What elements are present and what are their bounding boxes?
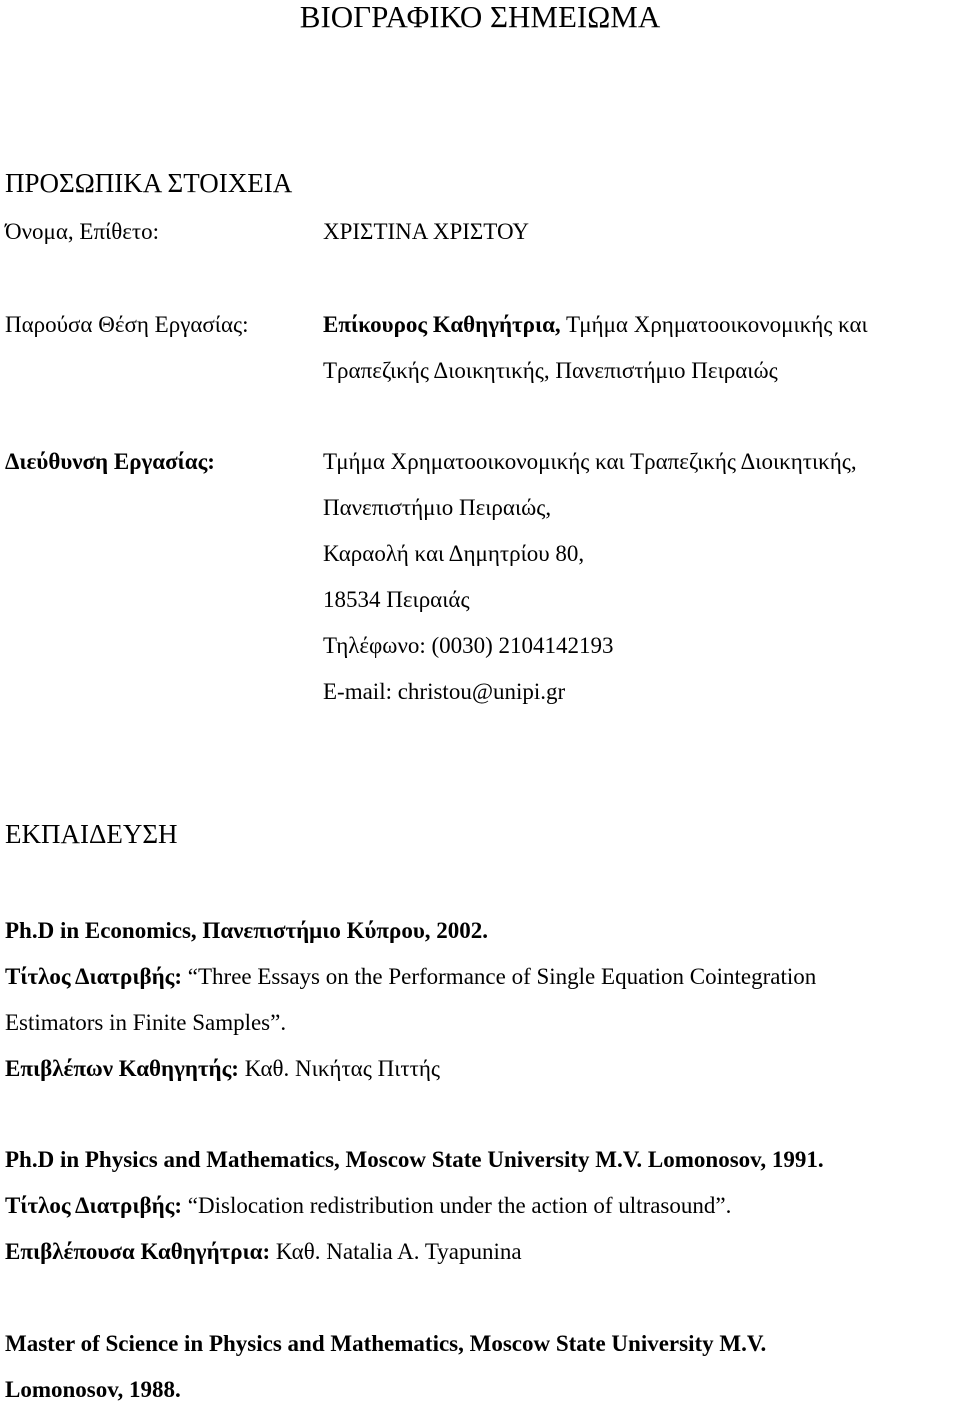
education-entry-3 — [5, 1321, 955, 1413]
name-label: Όνομα, Επίθετο: — [5, 219, 160, 244]
supervisor-name: Καθ. Νικήτας Πιττής — [244, 1056, 441, 1081]
education-entry-2: Ph.D in Physics and Mathematics, Moscow State University M.V. Lomonosov, 1991. Τίτλος Διατριβής: “Dislocation redistribution under the action of ultrasound”. Επιβλέπουσα Καθηγήτρια: Καθ. Natalia A. Tyapunina — [5, 1147, 824, 1264]
thesis-title: Dislocation redistribution under the action of ultrasound”. — [198, 1193, 732, 1218]
address-line: Πανεπιστήμιο Πειραιώς, — [323, 495, 552, 520]
address-line: 18534 Πειραιάς — [323, 587, 470, 612]
address-line: Τμήμα Χρηματοοικονομικής και Τραπεζικής Διοικητικής, — [323, 449, 857, 474]
education-section-heading: ΕΚΠΑΙΔΕΥΣΗ — [5, 819, 178, 849]
position-label: Παρούσα Θέση Εργασίας: — [5, 312, 249, 337]
position-value — [323, 302, 955, 394]
personal-section-heading: ΠΡΟΣΩΠΙΚΑ ΣΤΟΙΧΕΙΑ — [5, 168, 293, 198]
degree-title: Ph.D in Economics, Πανεπιστήμιο Κύπρου, 2002. — [5, 918, 489, 943]
degree-title: Master of Science in Physics and Mathematics, Moscow State University M.V. — [5, 1331, 767, 1356]
position-title: Επίκουρος Καθηγήτρια, — [323, 312, 561, 337]
thesis-label: Τίτλος Διατριβής: — [5, 964, 183, 989]
thesis-title: Three Essays on the Performance of Single Equation Cointegration — [198, 964, 817, 989]
position-department: Τμήμα Χρηματοοικονομικής και — [566, 312, 868, 337]
thesis-label: Τίτλος Διατριβής: — [5, 1193, 183, 1218]
phone-line: Τηλέφωνο: (0030) 2104142193 — [323, 633, 614, 658]
degree-title: Ph.D in Physics and Mathematics, Moscow State University M.V. Lomonosov, 1991. — [5, 1147, 824, 1172]
supervisor-label: Επιβλέπουσα Καθηγήτρια: — [5, 1239, 271, 1264]
position-line-2: Τραπεζικής Διοικητικής, Πανεπιστήμιο Πειραιώς — [323, 358, 778, 383]
address-label: Διεύθυνση Εργασίας: — [5, 449, 215, 474]
thesis-title-continued: Estimators in Finite Samples”. — [5, 1010, 287, 1035]
name-row — [5, 209, 955, 255]
education-entry-1: Ph.D in Economics, Πανεπιστήμιο Κύπρου, 2002. Τίτλος Διατριβής: “Three Essays on the Performance of Single Equation Cointegration Estimators in Finite Samples”. Επιβλέπων Καθηγητής: Καθ. Νικήτας Πιττής — [5, 908, 955, 1092]
degree-title-continued: Lomonosov, 1988. — [5, 1377, 181, 1402]
supervisor-name: Καθ. Natalia A. Tyapunina — [275, 1239, 522, 1264]
email-line: E-mail: christou@unipi.gr — [323, 679, 566, 704]
page-title: ΒΙΟΓΡΑΦΙΚΟ ΣΗΜΕΙΩΜΑ — [299, 0, 661, 34]
address-row — [5, 439, 955, 715]
name-value: ΧΡΙΣΤΙΝΑ ΧΡΙΣΤΟΥ — [323, 219, 530, 244]
position-row — [5, 302, 955, 394]
address-line: Καραολή και Δημητρίου 80, — [323, 541, 585, 566]
supervisor-label: Επιβλέπων Καθηγητής: — [5, 1056, 239, 1081]
address-value — [323, 439, 955, 715]
